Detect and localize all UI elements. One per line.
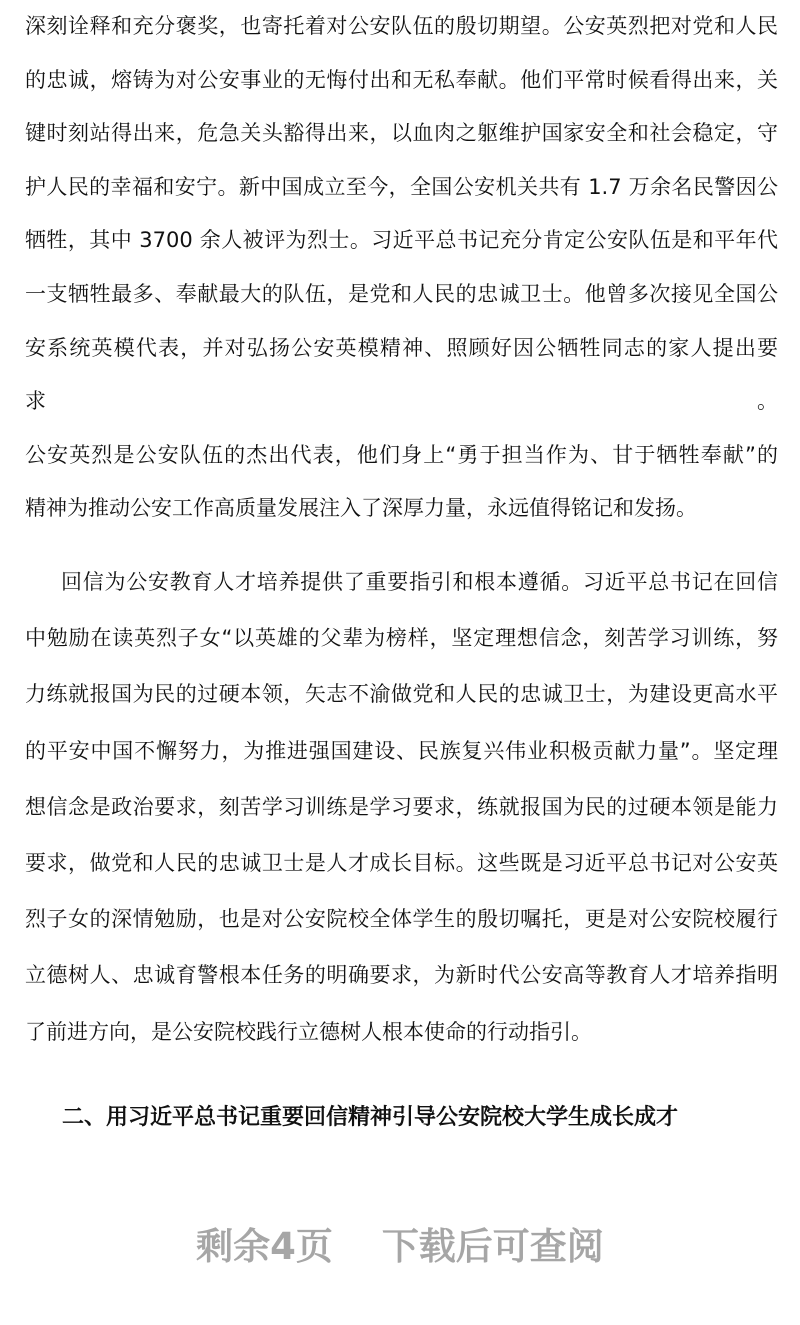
text-line: 的忠诚，熔铸为对公安事业的无悔付出和无私奉献。他们平常时候看得出来，关 [25,67,778,92]
text-line: 深刻诠释和充分褒奖，也寄托着对公安队伍的殷切期望。公安英烈把对党和人民 [25,14,778,38]
paragraph-1 [25,0,778,536]
text-line: 烈子女的深情勉励，也是对公安院校全体学生的殷切嘱托，更是对公安院校履行 [25,907,778,932]
text-line: 公安英烈是公安队伍的杰出代表，他们身上“勇于担当作为、甘于牺牲奉献”的 [25,442,778,467]
text-line: 键时刻站得出来，危急关头豁得出来，以血肉之躯维护国家安全和社会稳定，守 [25,121,778,146]
text-line: 力练就报国为民的过硬本领，矢志不渝做党和人民的忠诚卫士，为建设更高水平 [25,682,778,707]
text-line: 护人民的幸福和安宁。新中国成立至今，全国公安机关共有 1.7 万余名民警因公 [25,174,778,199]
text-line: 回信为公安教育人才培养提供了重要指引和根本遵循。习近平总书记在回信 [61,570,778,594]
text-line: 想信念是政治要求，刻苦学习训练是学习要求，练就报国为民的过硬本领是能力 [25,794,778,819]
paragraph-2 [25,554,778,1060]
text-line: 的平安中国不懈努力，为推进强国建设、民族复兴伟业积极贡献力量”。坚定理 [25,738,778,763]
text-line: 了前进方向，是公安院校践行立德树人根本使命的行动指引。 [25,1019,592,1044]
text-line: 一支牺牲最多、奉献最大的队伍，是党和人民的忠诚卫士。他曾多次接见全国公 [25,281,778,306]
download-to-read-more[interactable] [0,1222,800,1272]
text-line: 立德树人、忠诚育警根本任务的明确要求，为新时代公安高等教育人才培养指明 [25,963,778,988]
text-line: 中勉励在读英烈子女“以英雄的父辈为榜样，坚定理想信念，刻苦学习训练，努 [25,626,778,651]
download-action-label: 下载后可查阅 [381,1225,604,1268]
text-line: 要求，做党和人民的忠诚卫士是人才成长目标。这些既是习近平总书记对公安英 [25,851,778,876]
text-line: 精神为推动公安工作高质量发展注入了深厚力量，永远值得铭记和发扬。 [25,496,697,521]
section-heading: 二、用习近平总书记重要回信精神引导公安院校大学生成长成才 [62,1105,679,1130]
pages-left-label: 剩余4页 [196,1225,333,1268]
text-line: 安系统英模代表，并对弘扬公安英模精神、照顾好因公牺牲同志的家人提出要求。 [25,335,778,414]
text-line: 牺牲，其中 3700 余人被评为烈士。习近平总书记充分肯定公安队伍是和平年代 [25,228,778,253]
